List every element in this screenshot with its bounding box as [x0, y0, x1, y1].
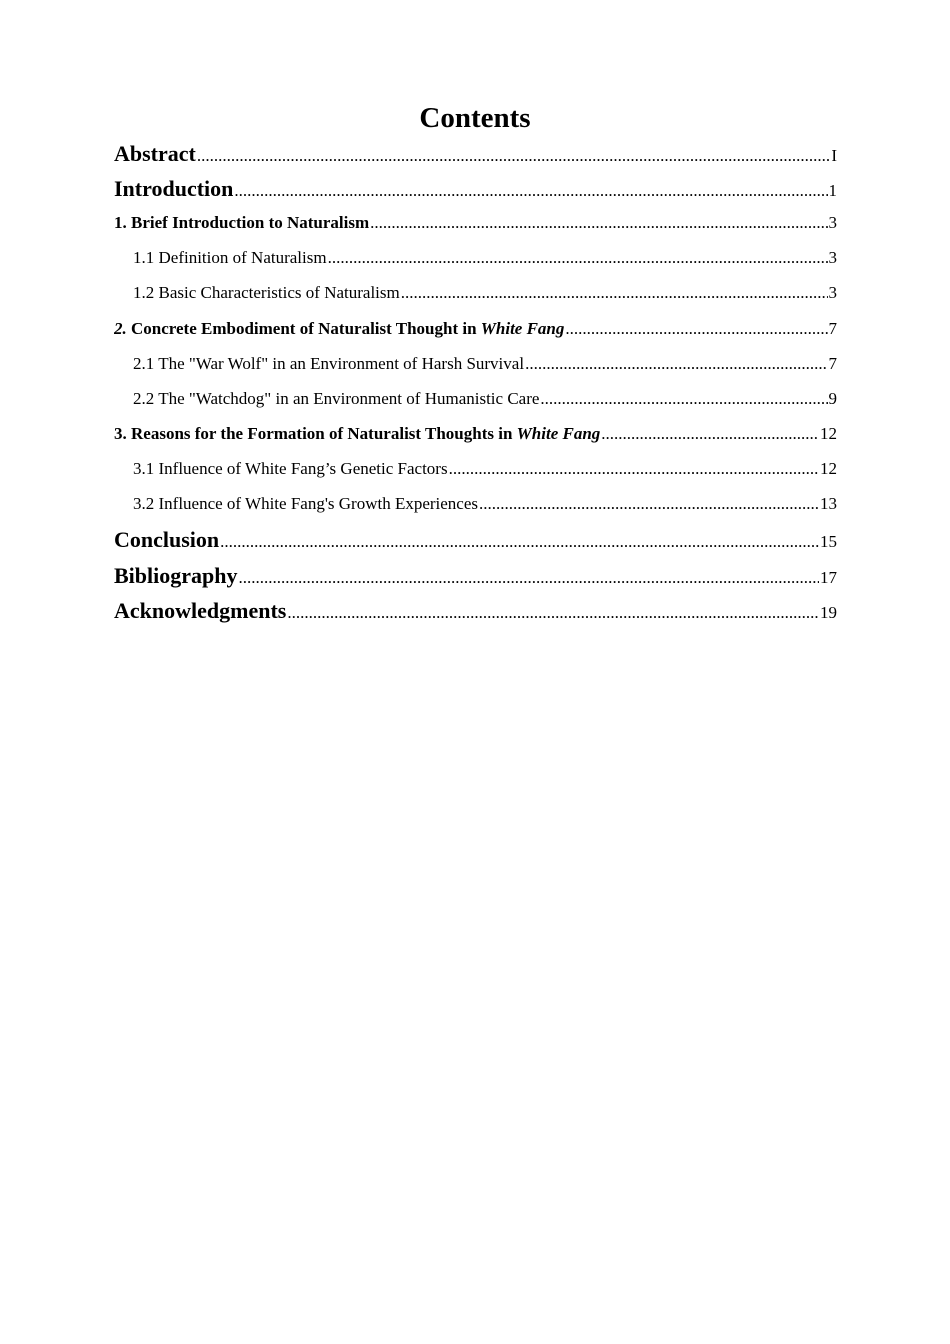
toc-page-number: 3 — [828, 213, 837, 232]
toc-page-number: 13 — [820, 494, 837, 513]
toc-entry-section-3-2[interactable] — [133, 492, 837, 516]
toc-page-number: 3 — [828, 283, 837, 302]
toc-entry-chapter-3[interactable] — [114, 422, 837, 446]
toc-entry-section-1-2[interactable] — [133, 281, 837, 305]
toc-page-number: 7 — [828, 354, 837, 373]
toc-entry-book-title: White Fang — [480, 319, 565, 338]
toc-entry-book-title: White Fang — [516, 424, 601, 443]
toc-page-number: 1 — [828, 181, 837, 200]
leader-dots — [449, 457, 819, 481]
toc-entry-text: Influence of White Fang's Growth Experiences — [154, 494, 479, 513]
page-title: Contents — [419, 102, 531, 134]
toc-entry-chapter-2[interactable] — [114, 317, 837, 341]
toc-entry-number: 2.2 — [133, 389, 155, 408]
toc-entry-label: Introduction — [114, 176, 234, 201]
toc-page-number: 12 — [820, 424, 837, 443]
toc-entry-text: Brief Introduction to Naturalism — [126, 213, 370, 232]
toc-entry-number: 1.2 — [133, 283, 155, 302]
leader-dots — [234, 176, 827, 206]
toc-entry-number: 1. — [114, 213, 127, 232]
toc-entry-bibliography[interactable] — [114, 561, 837, 593]
toc-page-number: 15 — [820, 532, 837, 551]
leader-dots — [220, 527, 819, 557]
toc-entry-text: Definition of Naturalism — [154, 248, 327, 267]
leader-dots — [197, 141, 830, 171]
toc-entry-conclusion[interactable] — [114, 525, 837, 557]
leader-dots — [565, 317, 827, 341]
toc-entry-label: Bibliography — [114, 563, 238, 588]
toc-entry-label — [133, 352, 524, 376]
toc-entry-number: 2. — [114, 319, 127, 338]
toc-entry-section-2-1[interactable] — [133, 352, 837, 376]
toc-entry-label — [114, 422, 600, 446]
toc-page-number: 12 — [820, 459, 837, 478]
toc-page-number: I — [831, 146, 837, 165]
leader-dots — [540, 387, 827, 411]
toc-entry-text: The "War Wolf" in an Environment of Harsh Survival — [154, 354, 525, 373]
toc-entry-label — [114, 317, 564, 341]
leader-dots — [328, 246, 828, 270]
toc-entry-text: Influence of White Fang’s Genetic Factors — [154, 459, 448, 478]
toc-entry-number: 2.1 — [133, 354, 155, 373]
leader-dots — [479, 492, 819, 516]
toc-entry-label — [133, 246, 327, 270]
toc-entry-text: The "Watchdog" in an Environment of Humanistic Care — [154, 389, 540, 408]
toc-entry-label — [133, 387, 539, 411]
toc-entry-label — [133, 492, 478, 516]
toc-entry-abstract[interactable] — [114, 139, 837, 171]
toc-entry-label — [133, 281, 400, 305]
toc-entry-chapter-1[interactable] — [114, 211, 837, 235]
leader-dots — [238, 563, 819, 593]
toc-entry-acknowledgments[interactable] — [114, 596, 837, 628]
toc-page-number: 9 — [828, 389, 837, 408]
leader-dots — [370, 211, 827, 235]
leader-dots — [525, 352, 827, 376]
toc-entry-label — [114, 211, 369, 235]
toc-entry-label — [133, 457, 448, 481]
toc-page-number: 7 — [828, 319, 837, 338]
toc-entry-text: Basic Characteristics of Naturalism — [154, 283, 400, 302]
toc-entry-text: Reasons for the Formation of Naturalist Thoughts in — [126, 424, 517, 443]
leader-dots — [601, 422, 819, 446]
toc-entry-section-3-1[interactable] — [133, 457, 837, 481]
leader-dots — [401, 281, 828, 305]
toc-entry-introduction[interactable] — [114, 174, 837, 206]
toc-entry-text: Concrete Embodiment of Naturalist Thought in — [126, 319, 481, 338]
toc-entry-number: 3.2 — [133, 494, 155, 513]
toc-page-number: 17 — [820, 568, 837, 587]
toc-page-number: 3 — [828, 248, 837, 267]
toc-entry-label: Acknowledgments — [114, 598, 287, 623]
leader-dots — [287, 598, 819, 628]
toc-entry-section-2-2[interactable] — [133, 387, 837, 411]
toc-page-number: 19 — [820, 603, 837, 622]
toc-entry-label: Conclusion — [114, 527, 220, 552]
toc-entry-number: 3. — [114, 424, 127, 443]
toc-entry-label: Abstract — [114, 141, 196, 166]
toc-entry-number: 3.1 — [133, 459, 155, 478]
toc-entry-section-1-1[interactable] — [133, 246, 837, 270]
toc-entry-number: 1.1 — [133, 248, 155, 267]
